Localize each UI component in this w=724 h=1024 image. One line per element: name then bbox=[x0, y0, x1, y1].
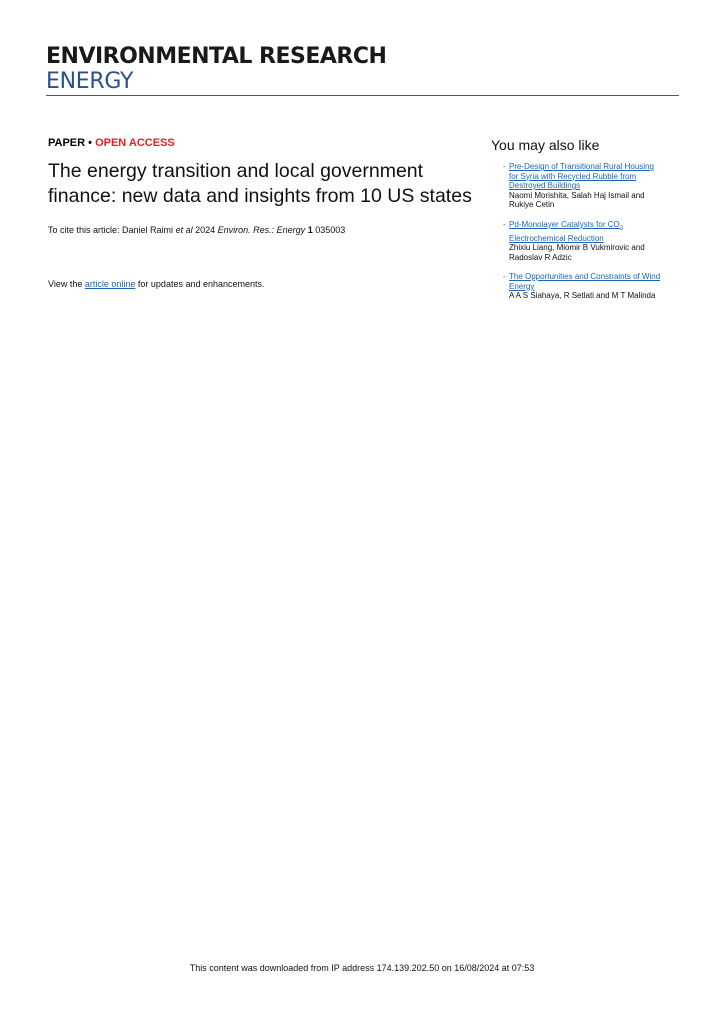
related-articles bbox=[491, 137, 691, 311]
related-item bbox=[503, 272, 691, 301]
article-type-label: PAPER bbox=[48, 137, 86, 149]
related-item-authors bbox=[509, 243, 691, 262]
related-title-subscript: 2 bbox=[619, 225, 624, 232]
related-item-title-link[interactable] bbox=[509, 272, 691, 291]
list-dash: - bbox=[503, 272, 506, 282]
list-dash: - bbox=[503, 219, 506, 229]
related-heading: You may also like bbox=[491, 137, 600, 153]
citation-number: 035003 bbox=[315, 225, 346, 235]
download-footer: This content was downloaded from IP address 174.139.202.50 on 16/08/2024 at 07:53 bbox=[189, 963, 535, 973]
related-item-authors bbox=[509, 191, 691, 210]
related-title-line: Electrochemical Reduction bbox=[509, 233, 604, 243]
related-title-line: Destroyed Buildings bbox=[509, 181, 581, 190]
related-item-authors bbox=[509, 291, 691, 301]
related-title-line: The Opportunities and Constraints of Wind bbox=[509, 272, 661, 282]
kicker-separator: • bbox=[88, 137, 93, 149]
citation-volume: 1 bbox=[307, 225, 313, 235]
view-suffix: for updates and enhancements. bbox=[137, 279, 265, 289]
masthead-rule bbox=[46, 95, 679, 96]
journal-name-line1: ENVIRONMENTAL RESEARCH bbox=[46, 44, 387, 69]
related-author-line: Zhixiu Liang, Miomir B Vukmirovic and bbox=[509, 243, 645, 253]
citation-year: 2024 bbox=[195, 225, 216, 235]
journal-name-line2: ENERGY bbox=[46, 69, 134, 94]
article-online-link[interactable]: article online bbox=[84, 279, 136, 289]
article-info bbox=[48, 137, 478, 289]
view-online bbox=[48, 279, 478, 289]
article-kicker bbox=[48, 137, 478, 149]
article-title bbox=[48, 159, 478, 209]
related-item-title-link[interactable] bbox=[509, 220, 691, 244]
related-author-line: Radoslav R Adzic bbox=[509, 252, 572, 262]
citation-prefix: To cite this article: Daniel Raimi bbox=[48, 225, 174, 235]
article-title-line2: finance: new data and insights from 10 US states bbox=[48, 185, 472, 207]
related-author-line: Rukiye Cetin bbox=[509, 200, 555, 209]
related-title-line: Pd-Monolayer Catalysts for CO bbox=[509, 219, 620, 229]
journal-masthead bbox=[46, 44, 679, 96]
citation-journal: Environ. Res.: Energy bbox=[217, 225, 306, 235]
view-prefix: View the bbox=[48, 279, 83, 289]
related-list bbox=[491, 162, 691, 301]
related-author-line: A A S Siahaya, R Setlati and M T Malinda bbox=[509, 291, 656, 301]
citation bbox=[48, 225, 478, 235]
related-title-line: Pre-Design of Transitional Rural Housing bbox=[509, 162, 654, 171]
open-access-label: OPEN ACCESS bbox=[95, 137, 175, 149]
related-item bbox=[503, 162, 691, 210]
related-item-title-link[interactable] bbox=[509, 162, 691, 191]
related-title-line: Energy bbox=[509, 281, 535, 291]
list-dash: - bbox=[503, 162, 506, 171]
citation-etal: et al bbox=[175, 225, 193, 235]
related-title-line: for Syria with Recycled Rubble from bbox=[509, 171, 637, 181]
related-item bbox=[503, 219, 691, 263]
related-author-line: Naomi Morishita, Salah Haj Ismail and bbox=[509, 190, 645, 200]
article-title-line1: The energy transition and local government bbox=[48, 160, 424, 182]
